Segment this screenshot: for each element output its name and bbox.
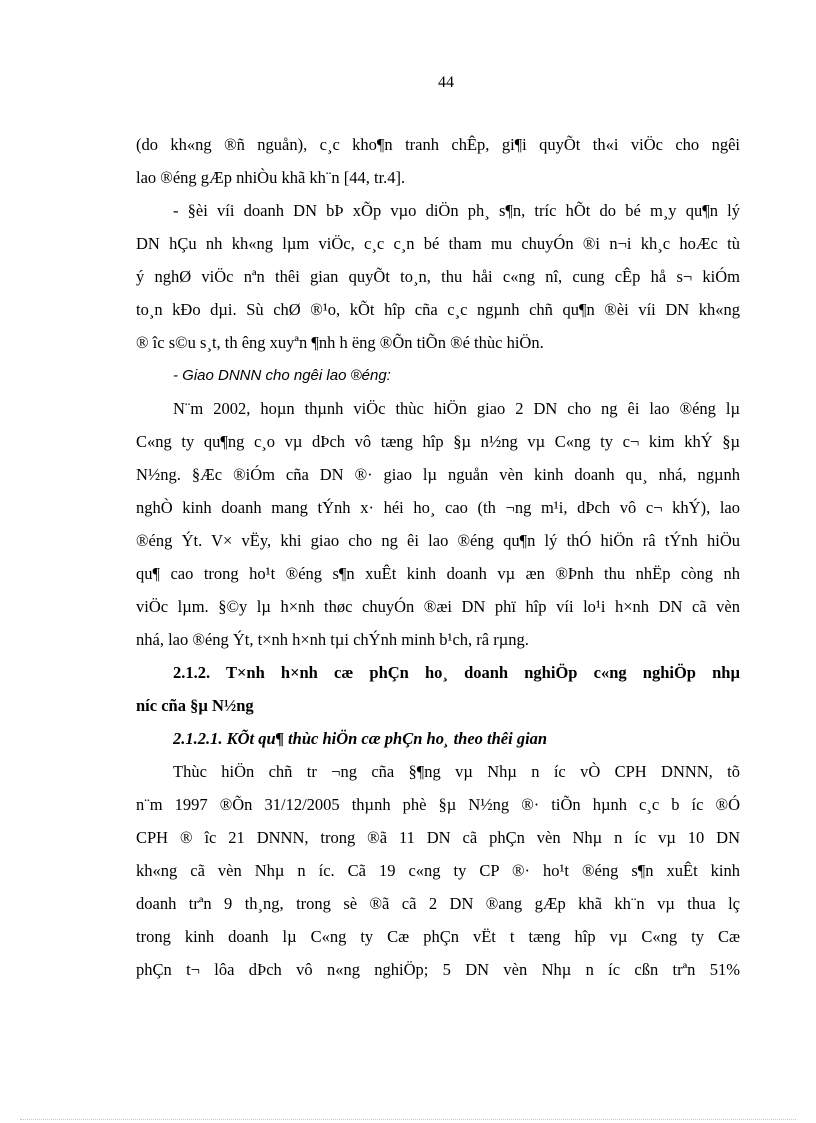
text-line: ®éng Ýt. V× vËy, khi giao cho ng êi lao ®éng qu¶n lý thÓ hiÖn râ tÝnh hiÖu [136,531,740,550]
section-label-giao-dnnn: - Giao DNNN cho ngêi lao ®éng: [173,367,391,384]
text-line: n¨m 1997 ®Õn 31/12/2005 thµnh phè §µ N½ng ®· tiÕn hµnh c¸c b íc ®Ó [136,795,740,814]
text-line: to¸n kÐo dµi. Sù chØ ®¹o, kÕt hîp cña c¸c ngµnh chñ qu¶n ®èi víi DN kh«ng [136,300,740,319]
text-line: trong kinh doanh lµ C«ng ty Cæ phÇn vËt t tæng hîp vµ C«ng ty Cæ [136,927,740,946]
text-line: doanh trªn 9 th¸ng, trong sè ®ã cã 2 DN ®ang gÆp khã kh¨n vµ thua lç [136,894,740,913]
text-line: phÇn t¬ lôa dÞch vô n«ng nghiÖp; 5 DN vèn Nhµ n íc cßn trªn 51% [136,960,740,979]
text-line: kh«ng cã vèn Nhµ n íc. Cã 19 c«ng ty CP ®· ho¹t ®éng s¶n xuÊt kinh [136,861,740,880]
text-line: ý nghØ viÖc nªn thêi gian quyÕt to¸n, thu håi c«ng nî, cung cÊp hå s¬ kiÓm [136,267,740,286]
text-line: ® îc s©u s¸t, th êng xuyªn ¶nh h ëng ®Õn tiÕn ®é thùc hiÖn. [136,333,544,352]
text-line: nghÒ kinh doanh mang tÝnh x· héi ho¸ cao (th ¬ng m¹i, dÞch vô c¬ khÝ), lao [136,498,740,517]
text-line: - §èi víi doanh DN bÞ xÕp vµo diÖn ph¸ s¶n, tríc hÕt do bé m¸y qu¶n lý [173,201,740,220]
text-line: Thùc hiÖn chñ tr ¬ng cña §¶ng vµ Nhµ n íc vÒ CPH DNNN, tõ [173,762,740,781]
text-line: lao ®éng gÆp nhiÒu khã kh¨n [44, tr.4]. [136,168,406,187]
text-line: N¨m 2002, hoµn thµnh viÖc thùc hiÖn giao 2 DN cho ng êi lao ®éng lµ [173,399,740,418]
text-line: DN hÇu nh kh«ng lµm viÖc, c¸c c¸n bé tham mu chuyÓn ®i n¬i kh¸c hoÆc tù [136,234,740,253]
page-body [136,128,740,986]
text-line: qu¶ cao trong ho¹t ®éng s¶n xuÊt kinh doanh vµ æn ®Þnh thu nhËp còng nh [136,564,740,583]
section-heading-2-1-2: 2.1.2. T×nh h×nh cæ phÇn ho¸ doanh nghiÖp c«ng nghiÖp nhµ [173,663,740,682]
text-line: (do kh«ng ®ñ nguån), c¸c kho¶n tranh chÊp, gi¶i quyÕt th«i viÖc cho ngêi [136,135,740,154]
page-number: 44 [438,74,454,91]
page-bottom-border [20,1119,796,1120]
text-line: N½ng. §Æc ®iÓm cña DN ®· giao lµ nguån vèn kinh doanh qu¸ nhá, ngµnh [136,465,740,484]
text-line: nhá, lao ®éng Ýt, t×nh h×nh tµi chÝnh minh b¹ch, râ rµng. [136,630,529,649]
section-heading-2-1-2-cont: níc cña §µ N½ng [136,696,254,715]
text-line: viÖc lµm. §©y lµ h×nh thøc chuyÓn ®æi DN phï hîp víi lo¹i h×nh DN cã vèn [136,597,740,616]
text-line: CPH ® îc 21 DNNN, trong ®ã 11 DN cã phÇn vèn Nhµ n íc vµ 10 DN [136,828,740,847]
subsection-heading-2-1-2-1: 2.1.2.1. KÕt qu¶ thùc hiÖn cæ phÇn ho¸ theo thêi gian [173,729,548,748]
text-line: C«ng ty qu¶ng c¸o vµ dÞch vô tæng hîp §µ n½ng vµ C«ng ty c¬ kim khÝ §µ [136,432,740,451]
